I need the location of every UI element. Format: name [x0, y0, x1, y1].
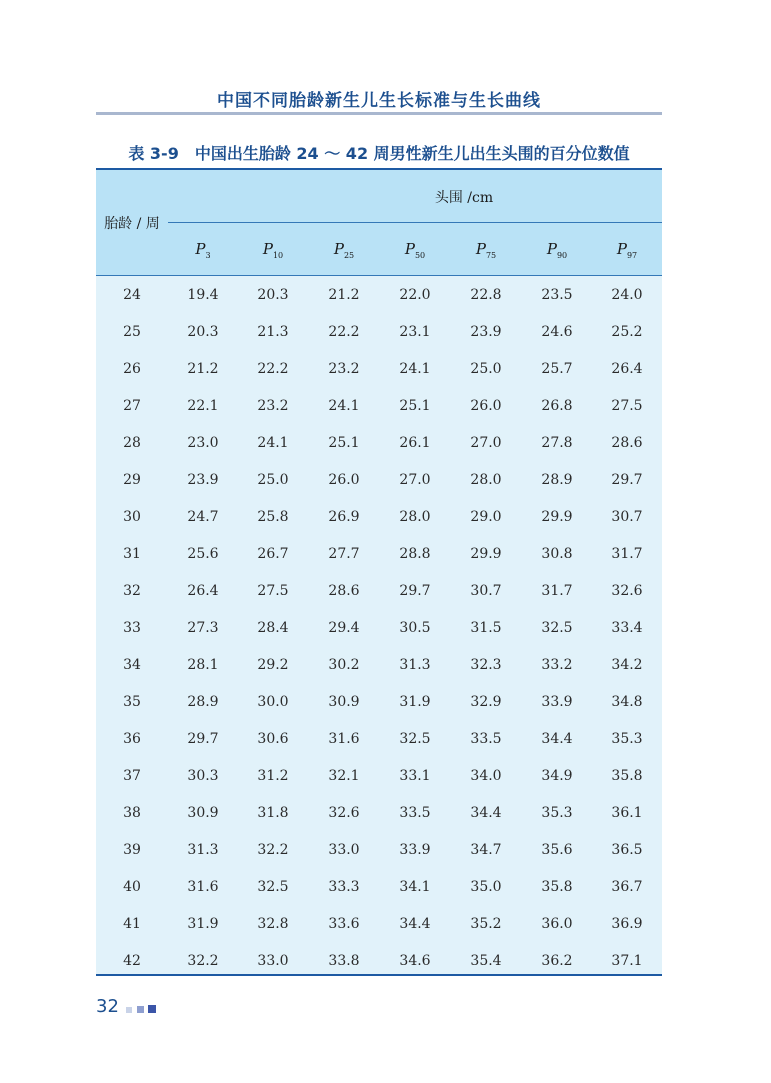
value-cell: 28.9: [541, 472, 573, 488]
value-cell: 35.2: [470, 916, 502, 932]
table-row: [96, 684, 662, 721]
week-cell: 40: [123, 879, 141, 895]
value-cell: 30.9: [187, 805, 219, 821]
value-cell: 31.7: [611, 546, 643, 562]
column-header-p3: $P_3$: [195, 240, 211, 260]
value-cell: 33.8: [328, 953, 360, 969]
value-cell: 28.9: [187, 694, 219, 710]
value-cell: 35.6: [541, 842, 573, 858]
value-cell: 26.0: [470, 398, 502, 414]
value-cell: 31.5: [470, 620, 502, 636]
value-cell: 33.5: [399, 805, 431, 821]
value-cell: 26.4: [611, 361, 643, 377]
week-cell: 25: [123, 324, 141, 340]
week-cell: 32: [123, 583, 141, 599]
value-cell: 29.9: [470, 546, 502, 562]
value-cell: 34.6: [399, 953, 431, 969]
value-cell: 28.0: [470, 472, 502, 488]
value-cell: 29.9: [541, 509, 573, 525]
page-number: 32: [96, 996, 119, 1017]
value-cell: 22.8: [470, 287, 502, 303]
column-header-p25: $P_{25}$: [333, 240, 355, 260]
value-cell: 31.6: [328, 731, 360, 747]
value-cell: 36.7: [611, 879, 643, 895]
table-row: [96, 832, 662, 869]
value-cell: 36.2: [541, 953, 573, 969]
percentile-table: [96, 168, 662, 976]
table-row: [96, 795, 662, 832]
value-cell: 32.9: [470, 694, 502, 710]
value-cell: 22.1: [187, 398, 219, 414]
value-cell: 28.6: [611, 435, 643, 451]
value-cell: 35.4: [470, 953, 502, 969]
value-cell: 31.7: [541, 583, 573, 599]
value-cell: 29.0: [470, 509, 502, 525]
table-title: 中国出生胎龄 24 ～ 42 周男性新生儿出生头围的百分位数值: [194, 144, 630, 163]
value-cell: 31.3: [399, 657, 431, 673]
value-cell: 34.0: [470, 768, 502, 784]
week-cell: 36: [123, 731, 141, 747]
value-cell: 30.2: [328, 657, 360, 673]
value-cell: 31.3: [187, 842, 219, 858]
week-cell: 42: [123, 953, 141, 969]
value-cell: 32.2: [187, 953, 219, 969]
value-cell: 34.4: [541, 731, 573, 747]
value-cell: 36.5: [611, 842, 643, 858]
table-row: [96, 869, 662, 906]
value-cell: 32.5: [399, 731, 431, 747]
value-cell: 35.0: [470, 879, 502, 895]
value-cell: 24.7: [187, 509, 219, 525]
week-cell: 28: [123, 435, 141, 451]
value-cell: 30.6: [257, 731, 289, 747]
table-row: [96, 351, 662, 388]
value-cell: 32.8: [257, 916, 289, 932]
value-cell: 26.0: [328, 472, 360, 488]
value-cell: 23.0: [187, 435, 219, 451]
value-cell: 29.2: [257, 657, 289, 673]
table-row: [96, 388, 662, 425]
value-cell: 33.0: [257, 953, 289, 969]
value-cell: 30.7: [470, 583, 502, 599]
value-cell: 21.2: [187, 361, 219, 377]
table-number: 表 3-9: [128, 144, 179, 163]
value-cell: 30.3: [187, 768, 219, 784]
value-cell: 31.9: [399, 694, 431, 710]
value-cell: 24.1: [399, 361, 431, 377]
table-row: [96, 573, 662, 610]
value-cell: 32.5: [541, 620, 573, 636]
value-cell: 22.0: [399, 287, 431, 303]
footer-decoration-square: [126, 1007, 132, 1013]
value-cell: 23.2: [328, 361, 360, 377]
value-cell: 30.5: [399, 620, 431, 636]
value-cell: 30.8: [541, 546, 573, 562]
value-cell: 25.8: [257, 509, 289, 525]
table-row: [96, 647, 662, 684]
column-header-p10: $P_{10}$: [262, 240, 284, 260]
value-cell: 32.5: [257, 879, 289, 895]
value-cell: 25.1: [399, 398, 431, 414]
value-cell: 23.5: [541, 287, 573, 303]
value-cell: 33.0: [328, 842, 360, 858]
value-cell: 34.7: [470, 842, 502, 858]
value-cell: 25.6: [187, 546, 219, 562]
column-header-p90: $P_{90}$: [546, 240, 568, 260]
column-header-p97: $P_{97}$: [616, 240, 638, 260]
table-row: [96, 314, 662, 351]
column-header-p75: $P_{75}$: [475, 240, 497, 260]
value-cell: 26.4: [187, 583, 219, 599]
value-cell: 26.8: [541, 398, 573, 414]
week-cell: 34: [123, 657, 141, 673]
value-cell: 26.9: [328, 509, 360, 525]
value-cell: 22.2: [257, 361, 289, 377]
value-cell: 25.1: [328, 435, 360, 451]
value-cell: 28.1: [187, 657, 219, 673]
value-cell: 31.6: [187, 879, 219, 895]
value-cell: 32.3: [470, 657, 502, 673]
value-cell: 32.2: [257, 842, 289, 858]
value-cell: 25.0: [257, 472, 289, 488]
table-row: [96, 721, 662, 758]
value-cell: 27.0: [399, 472, 431, 488]
value-cell: 23.1: [399, 324, 431, 340]
value-cell: 33.2: [541, 657, 573, 673]
value-cell: 31.8: [257, 805, 289, 821]
value-cell: 23.9: [470, 324, 502, 340]
value-cell: 33.4: [611, 620, 643, 636]
value-cell: 33.9: [541, 694, 573, 710]
table-header: [96, 170, 662, 276]
table-row: [96, 906, 662, 943]
value-cell: 37.1: [611, 953, 643, 969]
week-cell: 29: [123, 472, 141, 488]
column-header-p50: $P_{50}$: [404, 240, 426, 260]
running-head-rule: [96, 112, 662, 115]
value-cell: 29.7: [187, 731, 219, 747]
footer-decoration-square: [148, 1005, 156, 1013]
value-cell: 33.5: [470, 731, 502, 747]
stub-header-gestational-age: 胎龄 / 周: [104, 216, 160, 232]
value-cell: 27.0: [470, 435, 502, 451]
value-cell: 33.9: [399, 842, 431, 858]
value-cell: 22.2: [328, 324, 360, 340]
table-row: [96, 943, 662, 980]
value-cell: 28.8: [399, 546, 431, 562]
table-row: [96, 610, 662, 647]
table-row: [96, 499, 662, 536]
week-cell: 35: [123, 694, 141, 710]
value-cell: 25.0: [470, 361, 502, 377]
value-cell: 29.7: [399, 583, 431, 599]
value-cell: 20.3: [187, 324, 219, 340]
value-cell: 29.7: [611, 472, 643, 488]
week-cell: 41: [123, 916, 141, 932]
value-cell: 35.3: [541, 805, 573, 821]
value-cell: 32.1: [328, 768, 360, 784]
value-cell: 21.2: [328, 287, 360, 303]
week-cell: 24: [123, 287, 141, 303]
value-cell: 32.6: [328, 805, 360, 821]
value-cell: 34.4: [470, 805, 502, 821]
value-cell: 36.9: [611, 916, 643, 932]
value-cell: 30.0: [257, 694, 289, 710]
week-cell: 30: [123, 509, 141, 525]
value-cell: 25.2: [611, 324, 643, 340]
value-cell: 31.2: [257, 768, 289, 784]
value-cell: 34.4: [399, 916, 431, 932]
value-cell: 19.4: [187, 287, 219, 303]
week-cell: 26: [123, 361, 141, 377]
value-cell: 33.1: [399, 768, 431, 784]
value-cell: 24.1: [328, 398, 360, 414]
value-cell: 34.9: [541, 768, 573, 784]
value-cell: 34.1: [399, 879, 431, 895]
table-caption: [96, 141, 662, 164]
value-cell: 30.9: [328, 694, 360, 710]
value-cell: 30.7: [611, 509, 643, 525]
value-cell: 27.8: [541, 435, 573, 451]
group-header-head-circumference: 头围 /cm: [434, 190, 494, 206]
value-cell: 24.1: [257, 435, 289, 451]
week-cell: 33: [123, 620, 141, 636]
value-cell: 31.9: [187, 916, 219, 932]
value-cell: 25.7: [541, 361, 573, 377]
value-cell: 33.6: [328, 916, 360, 932]
week-cell: 31: [123, 546, 141, 562]
table-row: [96, 277, 662, 314]
table-row: [96, 425, 662, 462]
week-cell: 38: [123, 805, 141, 821]
value-cell: 26.1: [399, 435, 431, 451]
footer-decoration-square: [137, 1006, 144, 1013]
value-cell: 28.6: [328, 583, 360, 599]
value-cell: 24.6: [541, 324, 573, 340]
week-cell: 39: [123, 842, 141, 858]
table-row: [96, 758, 662, 795]
group-header-rule: [168, 222, 662, 223]
value-cell: 23.2: [257, 398, 289, 414]
table-row: [96, 536, 662, 573]
week-cell: 37: [123, 768, 141, 784]
value-cell: 21.3: [257, 324, 289, 340]
table-row: [96, 462, 662, 499]
value-cell: 35.3: [611, 731, 643, 747]
value-cell: 26.7: [257, 546, 289, 562]
value-cell: 27.3: [187, 620, 219, 636]
value-cell: 36.1: [611, 805, 643, 821]
week-cell: 27: [123, 398, 141, 414]
value-cell: 28.4: [257, 620, 289, 636]
value-cell: 35.8: [541, 879, 573, 895]
value-cell: 27.7: [328, 546, 360, 562]
value-cell: 36.0: [541, 916, 573, 932]
value-cell: 23.9: [187, 472, 219, 488]
value-cell: 28.0: [399, 509, 431, 525]
running-head: 中国不同胎龄新生儿生长标准与生长曲线: [217, 91, 541, 111]
value-cell: 29.4: [328, 620, 360, 636]
value-cell: 32.6: [611, 583, 643, 599]
value-cell: 27.5: [611, 398, 643, 414]
value-cell: 35.8: [611, 768, 643, 784]
value-cell: 27.5: [257, 583, 289, 599]
value-cell: 33.3: [328, 879, 360, 895]
value-cell: 34.8: [611, 694, 643, 710]
value-cell: 34.2: [611, 657, 643, 673]
value-cell: 24.0: [611, 287, 643, 303]
value-cell: 20.3: [257, 287, 289, 303]
